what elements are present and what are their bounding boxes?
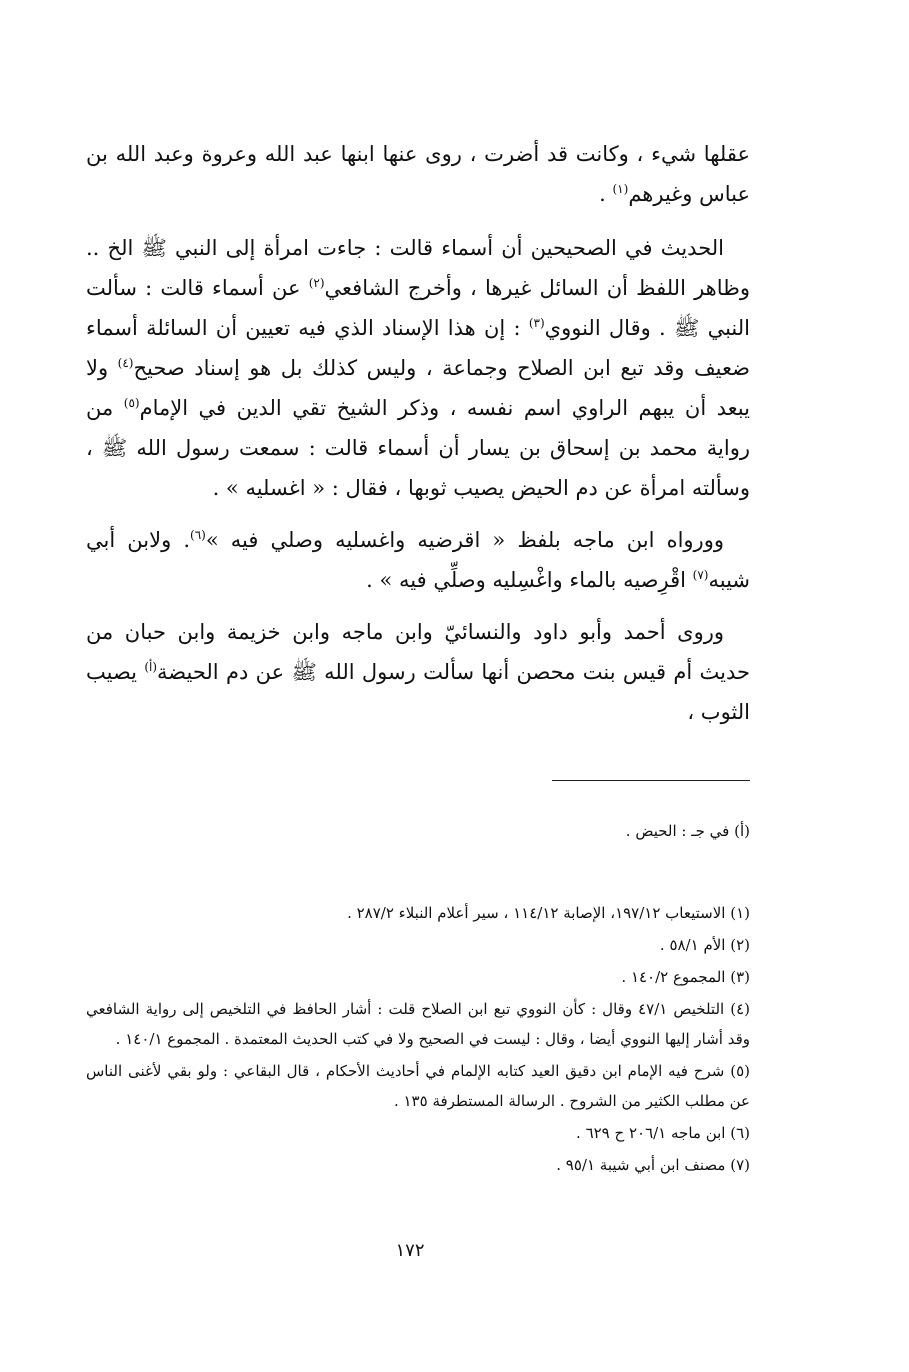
footnote-ref-7: (٧) (692, 568, 709, 582)
footnote-ref-2: (٢) (308, 276, 325, 290)
page-number: ١٧٢ (395, 1240, 425, 1261)
paragraph-4-text-a: وروى أحمد وأبو داود والنسائيّ وابن ماجه وابن خزيمة وابن حبان من حديث أم قيس بنت محصن أنها سألت رسول الله ﷺ عن دم الحيضة (86, 620, 750, 684)
footnote-6: (٦) ابن ماجه ٢٠٦/١ ح ٦٢٩ . (576, 1124, 750, 1142)
variant-ref-a: (أ) (144, 660, 158, 674)
paragraph-4 (86, 612, 750, 732)
footnote-5: (٥) شرح فيه الإمام ابن دقيق العيد كتابه الإلمام في أحاديث الأحكام ، قال البقاعي : ولو بقي لأغنى الناس عن مطلب الكثير من الشروح . الرسالة المستطرفة ١٣٥ . (86, 1062, 750, 1110)
paragraph-3-text-b: . ولابن أبي شيبه (86, 528, 750, 592)
footnote-3: (٣) المجموع ١٤٠/٢ . (621, 968, 750, 986)
footnote-ref-4: (٤) (117, 356, 134, 370)
paragraph-1-text: عقلها شيء ، وكانت قد أضرت ، روى عنها ابنها عبد الله وعروة وعبد الله بن عباس وغيرهم (86, 142, 750, 206)
paragraph-3-text-a: وورواه ابن ماجه بلفظ « اقرضيه واغسليه وصلي فيه » (205, 528, 724, 552)
main-text (86, 134, 750, 744)
footnotes (86, 898, 750, 1182)
paragraph-2-text-c: : إن هذا الإسناد الذي فيه تعيين أن السائلة أسماء ضعيف وقد تبع ابن الصلاح وجماعة ، وليس كذلك بل هو إسناد صحيح (86, 316, 750, 380)
paragraph-3 (86, 520, 750, 600)
paragraph-2 (86, 228, 750, 508)
paragraph-2-text-a: الحديث في الصحيحين أن أسماء قالت : جاءت امرأة إلى النبي ﷺ الخ .. وظاهر اللفظ أن السائل غيرها ، وأخرج الشافعي (86, 236, 750, 300)
footnote-4: (٤) التلخيص ٤٧/١ وقال : كأن النووي تبع ابن الصلاح قلت : أشار الحافظ في التلخيص إلى رواية الشافعي وقد أشار إليها النووي أيضا ، وقال : ليست في الصحيح ولا في كتب الحديث المعتمدة . المجموع ١٤٠/١ . (86, 1000, 750, 1048)
footnote-7: (٧) مصنف ابن أبي شيبة ٩٥/١ . (556, 1156, 750, 1174)
paragraph-2-text-e: من رواية محمد بن إسحاق بن يسار أن أسماء قالت : سمعت رسول الله ﷺ ، وسألته امرأة عن دم الحيض يصيب ثوبها ، فقال : « اغسليه » . (86, 396, 750, 500)
footnote-ref-3: (٣) (528, 316, 545, 330)
footnote-ref-5: (٥) (123, 396, 140, 410)
footnote-1: (١) الاستيعاب ١٩٧/١٢، الإصابة ١١٤/١٢ ، سير أعلام النبلاء ٢٨٧/٢ . (347, 904, 750, 922)
paragraph-4-text-b: يصيب الثوب ، (86, 660, 750, 724)
paragraph-2-text-d: ولا يبعد أن يبهم الراوي اسم نفسه ، وذكر الشيخ تقي الدين في الإمام (86, 356, 750, 420)
footnote-ref-6: (٦) (190, 528, 206, 542)
paragraph-2-text-b: عن أسماء قالت : سألت النبي ﷺ . وقال النووي (86, 276, 750, 340)
paragraph-1-end: . (599, 182, 613, 206)
footnote-2: (٢) الأم ٥٨/١ . (659, 936, 750, 954)
footnote-ref-1: (١) (612, 182, 629, 196)
paragraph-3-text-c: اقْرِصيه بالماء واغْسِليه وصلِّي فيه » . (366, 568, 693, 592)
footnote-separator (552, 780, 750, 781)
variant-note: (أ) في جـ : الحيض . (625, 822, 750, 840)
paragraph-1 (86, 134, 750, 214)
